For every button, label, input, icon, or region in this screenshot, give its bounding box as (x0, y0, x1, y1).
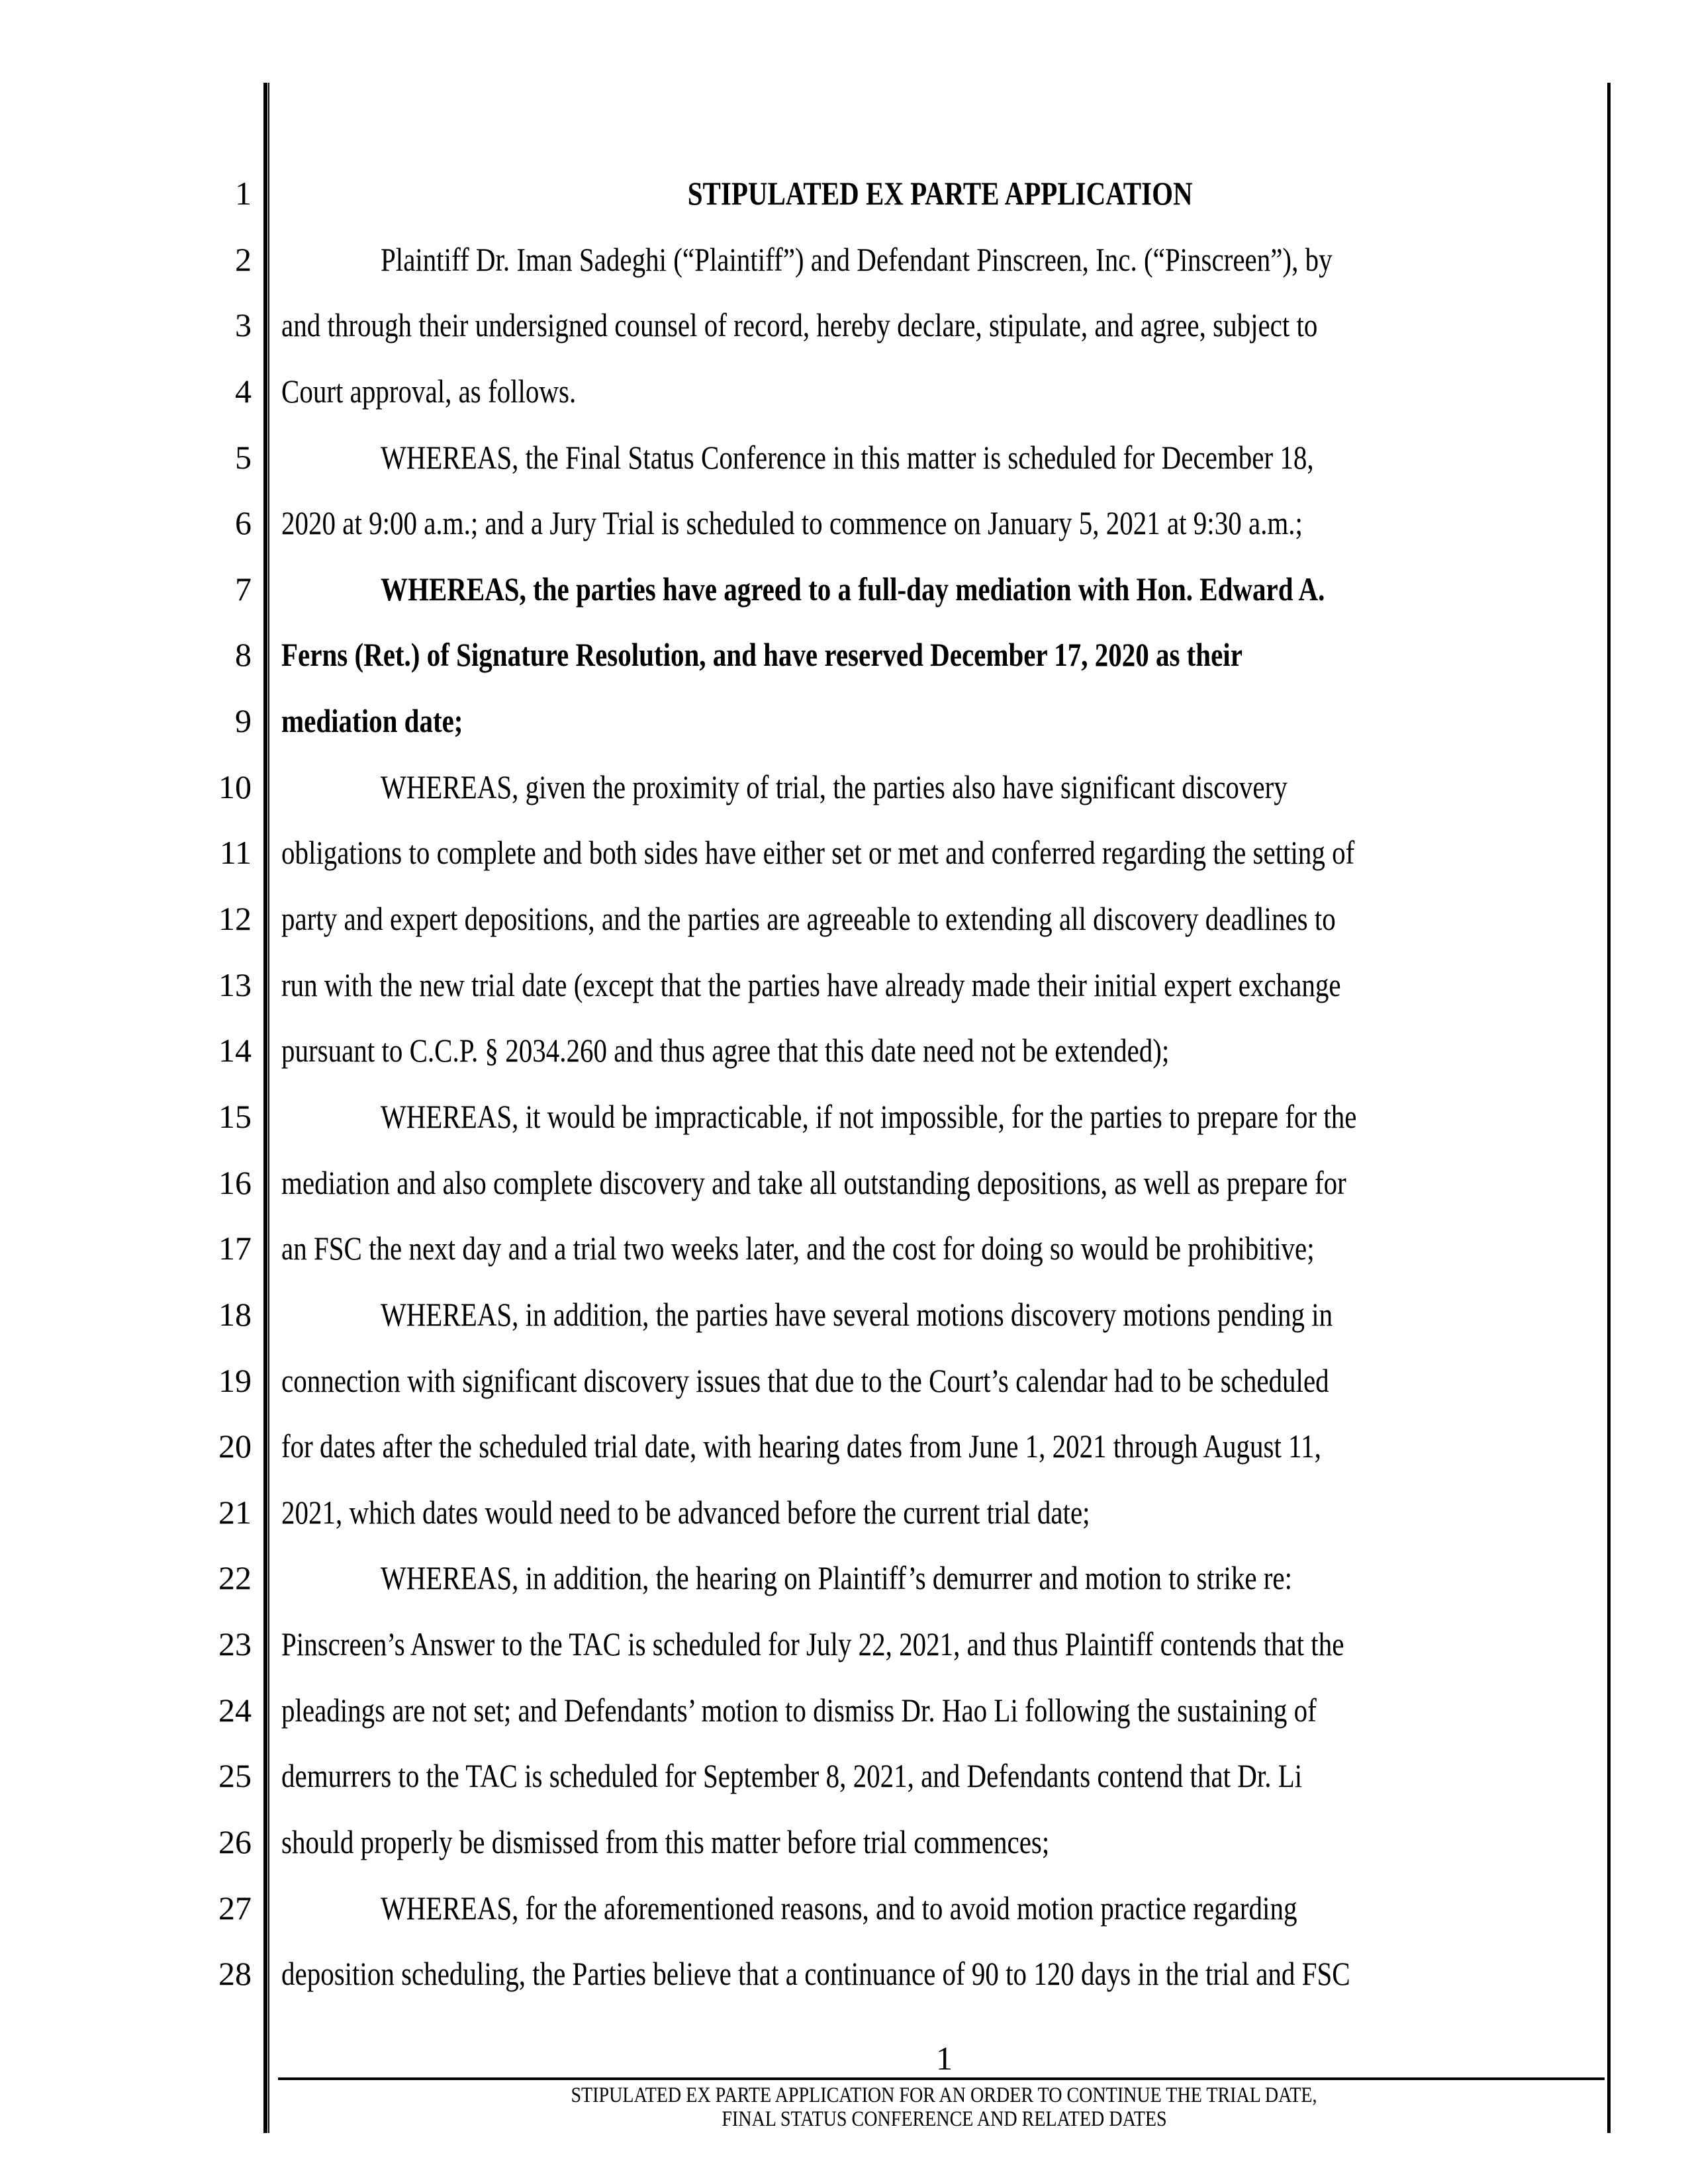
pleading-line: pursuant to C.C.P. § 2034.260 and thus agree that this date need not be extended); (281, 1032, 1170, 1069)
line-number: 17 (218, 1230, 252, 1267)
line-number: 16 (218, 1163, 252, 1201)
pleading-line: 2020 at 9:00 a.m.; and a Jury Trial is scheduled to commence on January 5, 2021 at 9:30 a.m.; (281, 504, 1303, 542)
pleading-line: should properly be dismissed from this matter before trial commences; (281, 1823, 1050, 1861)
line-number: 15 (218, 1097, 252, 1135)
line-number: 13 (218, 966, 252, 1003)
line-number-gutter (0, 161, 252, 2007)
pleading-line: connection with significant discovery issues that due to the Court’s calendar had to be scheduled (281, 1361, 1329, 1399)
document-title: STIPULATED EX PARTE APPLICATION (687, 175, 1193, 212)
line-number: 12 (218, 900, 252, 938)
line-number: 1 (235, 175, 252, 212)
pleading-body (281, 161, 1599, 2007)
line-number: 5 (235, 438, 252, 476)
line-number: 22 (218, 1559, 252, 1597)
line-number: 25 (218, 1757, 252, 1795)
pleading-line: an FSC the next day and a trial two weeks later, and the cost for doing so would be prohibitive; (281, 1230, 1315, 1267)
pleading-line: demurrers to the TAC is scheduled for September 8, 2021, and Defendants contend that Dr. Li (281, 1757, 1303, 1795)
line-number: 8 (235, 636, 252, 674)
line-number: 26 (218, 1823, 252, 1861)
pleading-line: WHEREAS, for the aforementioned reasons, and to avoid motion practice regarding (381, 1889, 1297, 1927)
footer-title-line-1: STIPULATED EX PARTE APPLICATION FOR AN ORDER TO CONTINUE THE TRIAL DATE, (571, 2083, 1318, 2107)
pleading-line: party and expert depositions, and the parties are agreeable to extending all discovery deadlines to (281, 900, 1336, 938)
line-number: 9 (235, 702, 252, 740)
line-number: 23 (218, 1625, 252, 1663)
line-number: 21 (218, 1493, 252, 1531)
pleading-right-rule (1607, 83, 1611, 2133)
pleading-line: deposition scheduling, the Parties believe that a continuance of 90 to 120 days in the trial and FSC (281, 1955, 1350, 1993)
line-number: 3 (235, 306, 252, 344)
line-number: 14 (218, 1032, 252, 1069)
pleading-line: mediation date; (281, 702, 463, 740)
pleading-line: run with the new trial date (except that the parties have already made their initial expert exchange (281, 966, 1341, 1003)
pleading-line: Pinscreen’s Answer to the TAC is scheduled for July 22, 2021, and thus Plaintiff contends that the (281, 1625, 1344, 1663)
line-number: 10 (218, 768, 252, 805)
pleading-line: WHEREAS, in addition, the hearing on Plaintiff’s demurrer and motion to strike re: (381, 1559, 1293, 1597)
pleading-line: WHEREAS, the Final Status Conference in this matter is scheduled for December 18, (381, 438, 1314, 476)
line-number: 28 (218, 1955, 252, 1993)
line-number: 18 (218, 1295, 252, 1333)
footer-title (281, 2083, 1607, 2131)
pleading-line: pleadings are not set; and Defendants’ motion to dismiss Dr. Hao Li following the sustaining of (281, 1691, 1317, 1729)
line-number: 20 (218, 1428, 252, 1465)
footer-rule (278, 2077, 1605, 2080)
pleading-line: mediation and also complete discovery and take all outstanding depositions, as well as prepare for (281, 1163, 1346, 1201)
pleading-line: WHEREAS, given the proximity of trial, the parties also have significant discovery (381, 768, 1288, 805)
line-number: 11 (219, 834, 252, 872)
line-number: 27 (218, 1889, 252, 1927)
line-number: 7 (235, 570, 252, 608)
line-number: 4 (235, 372, 252, 410)
pleading-line: for dates after the scheduled trial date, with hearing dates from June 1, 2021 through August 11, (281, 1428, 1321, 1465)
pleading-line: WHEREAS, the parties have agreed to a full-day mediation with Hon. Edward A. (381, 570, 1325, 608)
pleading-line: 2021, which dates would need to be advanced before the current trial date; (281, 1493, 1090, 1531)
pleading-left-double-rule (263, 83, 269, 2133)
pleading-line: Court approval, as follows. (281, 372, 577, 410)
pleading-line: Plaintiff Dr. Iman Sadeghi (“Plaintiff”) and Defendant Pinscreen, Inc. (“Pinscreen”), by (381, 240, 1333, 278)
line-number: 19 (218, 1361, 252, 1399)
line-number: 6 (235, 504, 252, 542)
pleading-line: WHEREAS, it would be impracticable, if not impossible, for the parties to prepare for the (381, 1097, 1357, 1135)
page-number: 1 (936, 2040, 953, 2077)
pleading-line: WHEREAS, in addition, the parties have several motions discovery motions pending in (381, 1295, 1333, 1333)
line-number: 2 (235, 240, 252, 278)
footer-title-line-2: FINAL STATUS CONFERENCE AND RELATED DATES (722, 2107, 1167, 2131)
pleading-line: obligations to complete and both sides have either set or met and conferred regarding the setting of (281, 834, 1355, 872)
pleading-line: and through their undersigned counsel of record, hereby declare, stipulate, and agree, subject to (281, 306, 1318, 344)
pleading-line: Ferns (Ret.) of Signature Resolution, and have reserved December 17, 2020 as their (281, 636, 1243, 674)
line-number: 24 (218, 1691, 252, 1729)
